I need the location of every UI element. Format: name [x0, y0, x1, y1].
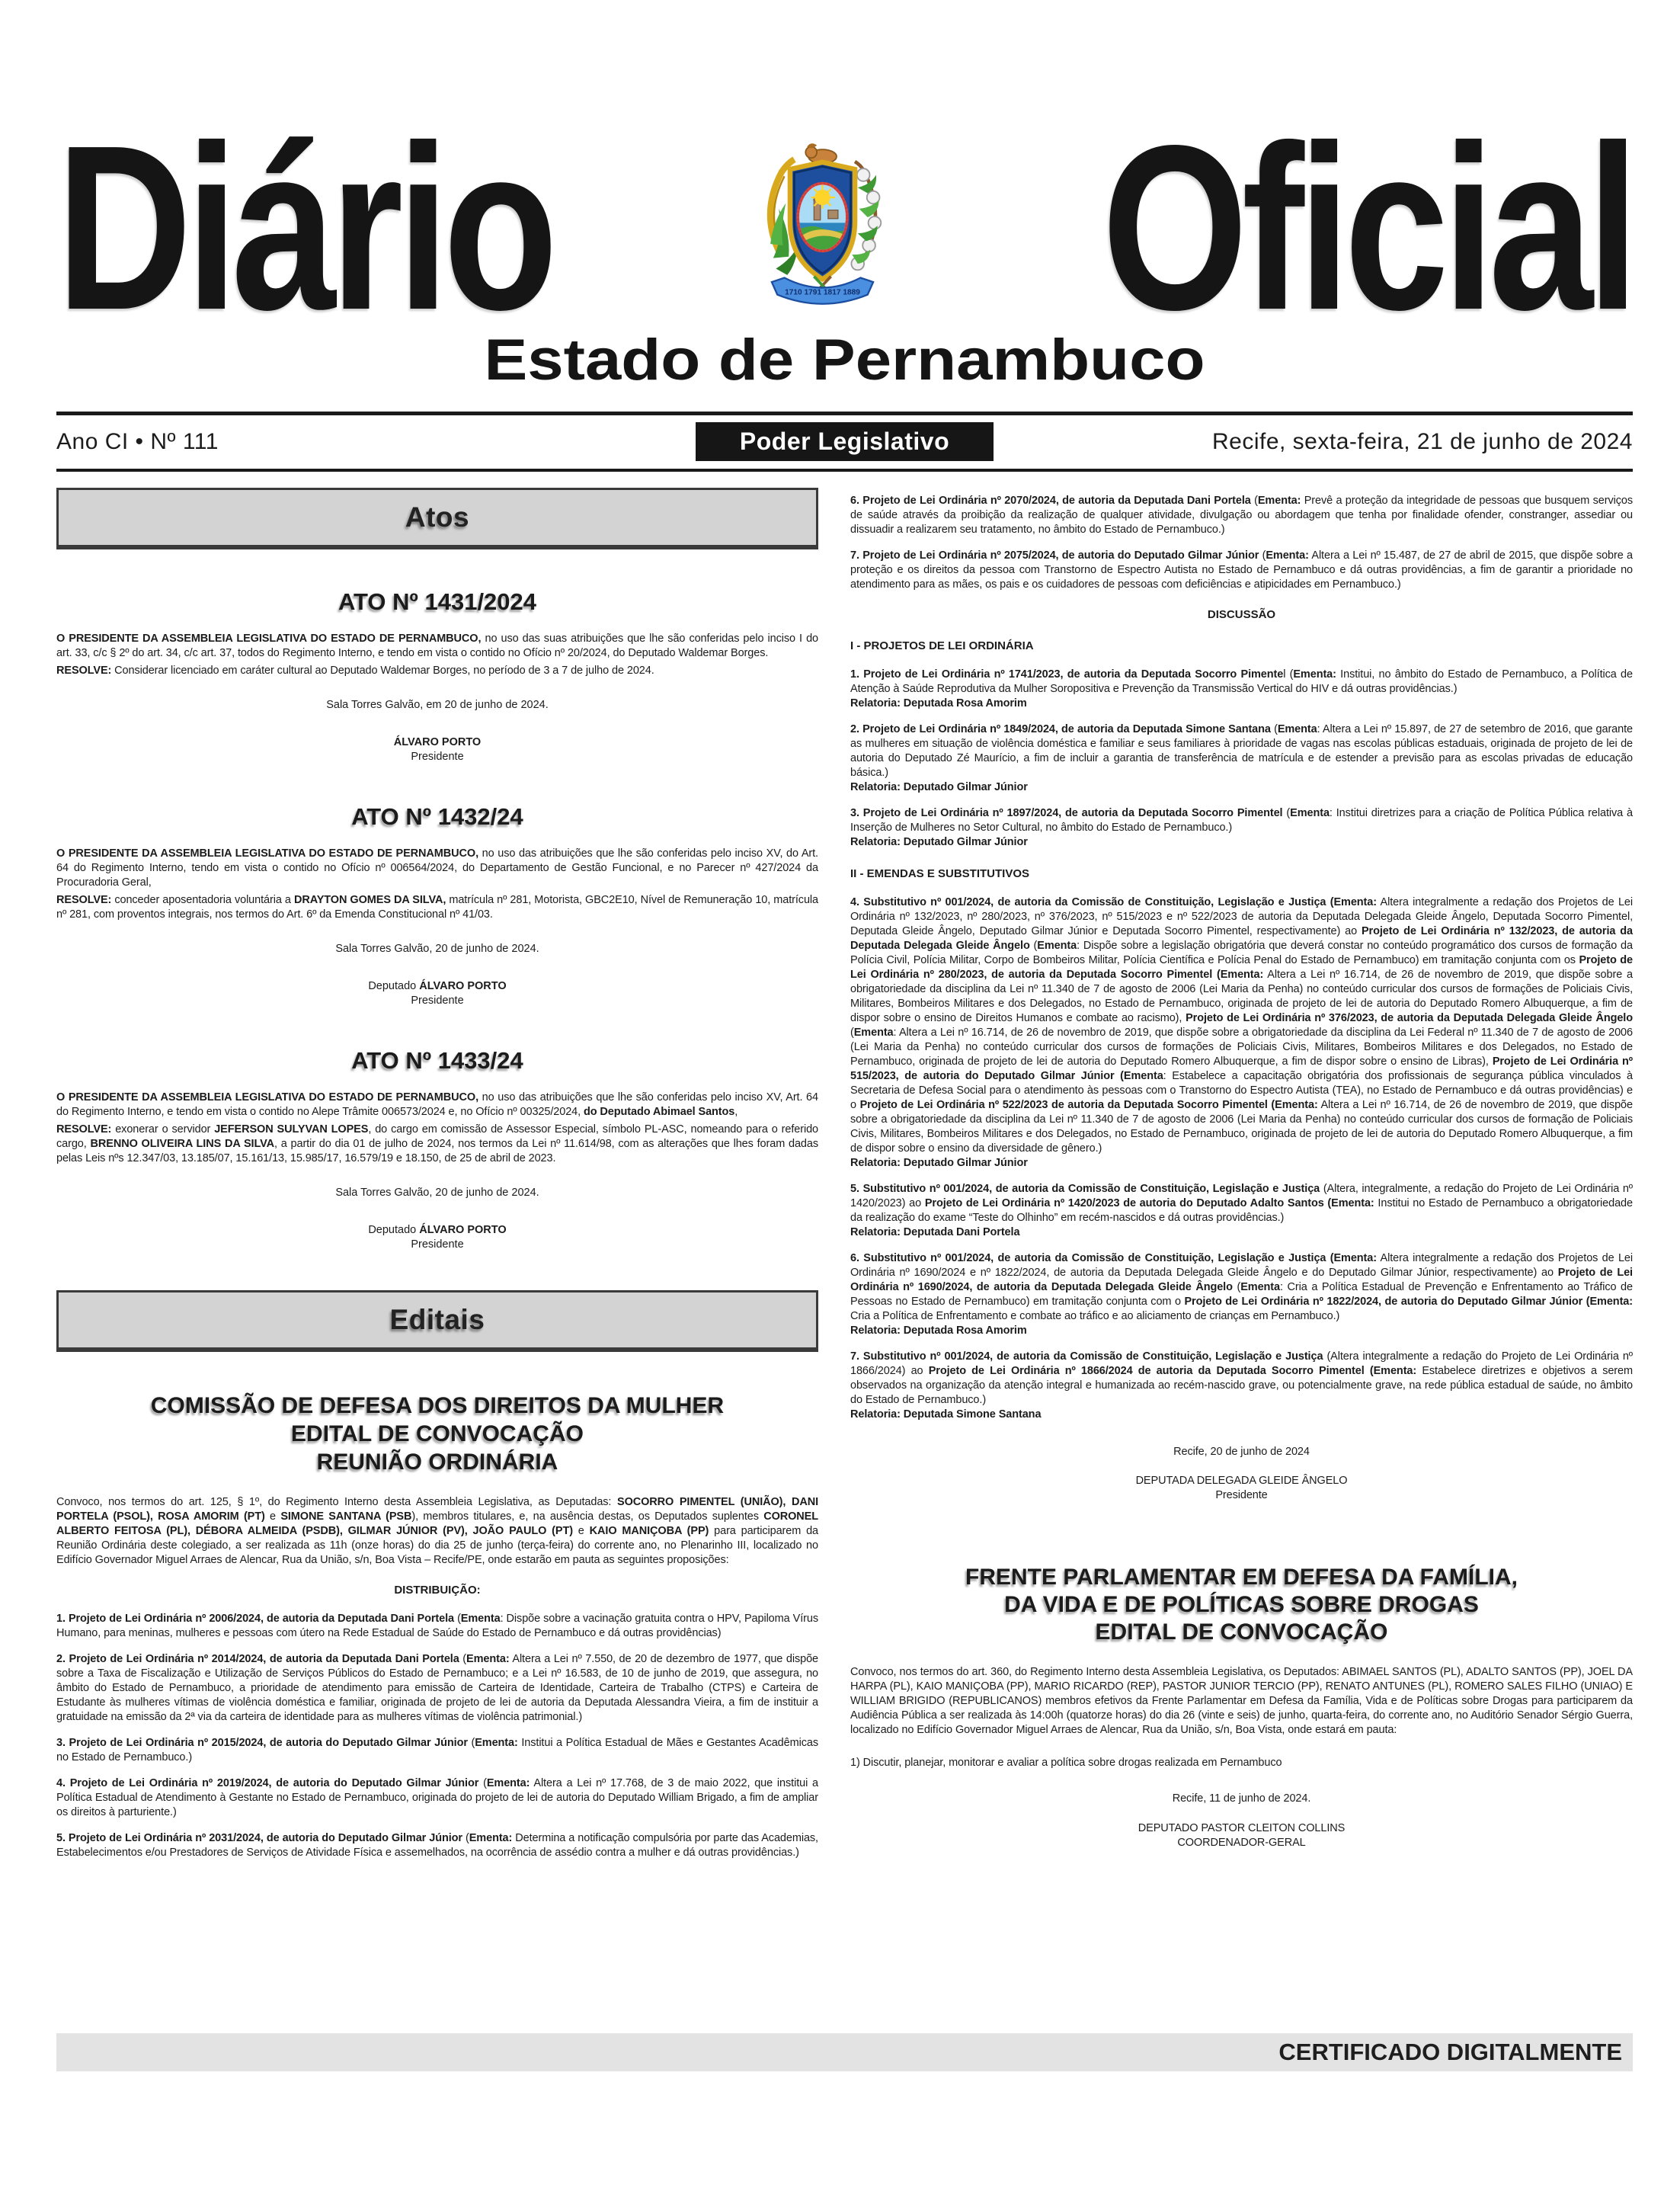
coat-of-arms-ribbon-dates: 1710 1791 1817 1889 [784, 288, 860, 297]
frente-convocation: Convoco, nos termos do art. 360, do Regimento Interno desta Assembleia Legislativa, os Deputados: ABIMAEL SANTOS (PL), ADALTO SANTOS (PP), JOEL DA HARPA (PL), KAIO MANIÇOBA (PP), MARIO RICARDO (REP), PASTOR JUNIOR TERCIO (PP), RENATO ANTUNES (PL), ROMERO SALES FILHO (UNIAO) E WILLIAM BRIGIDO (REPUBLICANOS) membros efetivos da Frente Parlamentar em Defesa da Família, Vida e de Políticas sobre Drogas para participarem da Audiência Pública a ser realizada às 14:00h (quatorze horas) do dia 26 (vinte e seis) de junho, quarta-feira, do corrente ano, no Auditório Senador Sérgio Guerra, localizado no Edifício Governador Miguel Arraes de Alencar, Rua da União, s/n, Boa Vista, onde estará em pauta: [850, 1665, 1633, 1736]
ato-place-date: Sala Torres Galvão, em 20 de junho de 2024. [326, 699, 549, 711]
distribution-item-7: 7. Projeto de Lei Ordinária nº 2075/2024, de autoria do Deputado Gilmar Júnior (Ementa: Altera a Lei nº 15.487, de 27 de abril de 2015, que dispõe sobre a proteção e os direitos da pessoa com Transtorno de Espectro Autista no Estado de Pernambuco e dá outras providências, a fim de garantir a prioridade no atendimento para as mães, os pais e os cuidadores de pessoas com deficiências e atipicidades em Pernambuco.) [850, 549, 1633, 591]
item-body: 5. Substitutivo nº 001/2024, de autoria da Comissão de Constituição, Legislação e Justiça (Altera, integralmente, a redação do Projeto de Lei Ordinária nº 1420/2023) ao Projeto de Lei Ordinária nº 1420/2023 de autoria do Deputado Adalto Santos (Ementa: Institui no Estado de Pernambuco a obrigatoriedade da realização do exame “Teste do Olhinho” em recém-nascidos e dá outras providências.) [850, 1183, 1633, 1224]
item-relatoria: Relatoria: Deputado Gilmar Júnior [850, 781, 1028, 793]
masthead-meta-row [56, 422, 1633, 460]
content-columns [56, 488, 1633, 1860]
distribution-item-5: 5. Projeto de Lei Ordinária nº 2031/2024, de autoria do Deputado Gilmar Júnior (Ementa: Determina a notificação compulsória por parte das Academias, Estabelecimentos e/ou Prestadores de Serviços de Atividade Física e assemelhados, na ocorrência de assédio contra a mulher e dá outras providências.) [56, 1831, 818, 1859]
masthead-title-right: Oficial [1101, 97, 1633, 360]
editais-section-title: Editais [389, 1304, 485, 1335]
frente-agenda-item: 1) Discutir, planejar, monitorar e avaliar a política sobre drogas realizada em Pernambuco [850, 1756, 1282, 1769]
discussion-item-2 [850, 722, 1633, 795]
frente-place-date: Recife, 11 de junho de 2024. [1172, 1792, 1311, 1805]
ato-signature-name: ÁLVARO PORTO [393, 736, 482, 748]
ato-paragraph: O PRESIDENTE DA ASSEMBLEIA LEGISLATIVA DO ESTADO DE PERNAMBUCO, no uso das atribuições que lhe são conferidas pelo inciso XV, Art. 64 do Regimento Interno, e tendo em vista o contido no Alepe Trâmite 006573/2024 e, no Ofício nº 00325/2024, do Deputado Abimael Santos, [56, 1091, 818, 1118]
ato-paragraph: RESOLVE: conceder aposentadoria voluntária a DRAYTON GOMES DA SILVA, matrícula nº 281, Motorista, GBC2E10, Nível de Remuneração 10, matrícula nº 281, com proventos integrais, nos termos do Art. 6º da Emenda Constitucional nº 41/03. [56, 894, 818, 921]
discussion-item-6 [850, 1251, 1633, 1338]
ato-1433 [56, 1048, 818, 1252]
discussion-item-3 [850, 806, 1633, 850]
item-body: 4. Substitutivo nº 001/2024, de autoria da Comissão de Constituição, Legislação e Justiça (Ementa: Altera integralmente a redação dos Projetos de Lei Ordinária nº 132/2023, nº 280/2023, nº 376/2023, nº 515/2023 e nº 522/2023 de autoria da Deputada Delegada Gleide Ângelo, Deputada Socorro Pimentel, Deputada Gleide Ângelo, Deputado Gilmar Júnior e Deputada Socorro Pimentel, respectivamente) ao Projeto de Lei Ordinária nº 132/2023, de autoria da Deputada Delegada Gleide Ângelo (Ementa: Dispõe sobre a legislação obrigatória que deverá constar no conteúdo programático dos cursos de formação da Polícia Civil, Polícia Militar, Corpo de Bombeiros Militar, Polícia Científica e Polícia Penal do Estado de Pernambuco) em tramitação conjunta com os Projeto de Lei Ordinária nº 280/2023, de autoria da Deputada Socorro Pimentel (Ementa: Altera a Lei nº 16.714, de 26 de novembro de 2019, que dispõe sobre a obrigatoriedade da disciplina da Lei nº 11.340 de 7 de agosto de 2006 (Lei Maria da Penha) no conteúdo curricular dos cursos de formações de Policiais Civis, Militares, Bombeiros Militares e dos Delegados, no Estado de Pernambuco, originada de projeto de lei de autoria do Deputado Romero Albuquerque, a fim de dispor sobre o ensino de Direitos Humanos e combate ao racismo), Projeto de Lei Ordinária nº 376/2023, de autoria da Deputada Delegada Gleide Ângelo (Ementa: Altera a Lei nº 16.714, de 26 de novembro de 2019, que dispõe sobre a obrigatoriedade da disciplina da Lei Federal nº 11.340 de 7 de agosto de 2006 (Lei Maria da Penha) no conteúdo curricular dos cursos de formações de Policiais Civis, Militares, Bombeiros Militares e dos Delegados, no Estado de Pernambuco, originada de projeto de lei de autoria do Deputado Romero Albuquerque, a fim de dispor sobre o ensino de Libras), Projeto de Lei Ordinária nº 515/2023, de autoria do Deputado Gilmar Júnior (Ementa: Estabelece a capacitação obrigatória dos profissionais de segurança pública vinculados à Secretaria de Defesa Social para o atendimento às pessoas com o Transtorno do Espectro Autista (TEA), no Estado de Pernambuco e dá outras providências) e o Projeto de Lei Ordinária nº 522/2023 de autoria da Deputada Socorro Pimentel (Ementa: Altera a Lei nº 16.714, de 26 de novembro de 2019, que dispõe sobre a obrigatoriedade da disciplina da Lei nº 11.340 de 7 de agosto de 2006 (Lei Maria da Penha) no conteúdo curricular dos cursos de formação de Policiais Civis, Militares, Bombeiros Militares e dos Delegados, no Estado de Pernambuco, originada de projeto de lei de autoria do Deputado Romero Albuquerque, a fim de dispor sobre o ensino da diversidade de gênero.) [850, 896, 1634, 1155]
ato-place-date: Sala Torres Galvão, 20 de junho de 2024. [335, 943, 539, 955]
edital-place-date: Recife, 20 de junho de 2024 [1173, 1446, 1310, 1458]
edition-label: Ano CI • Nº 111 [56, 428, 219, 454]
masthead [56, 49, 1633, 472]
editais-section-banner [56, 1290, 818, 1352]
ato-signature-name: Deputado ÁLVARO PORTO [368, 980, 507, 992]
ato-title: ATO Nº 1432/24 [351, 803, 523, 830]
ato-signature-role: Presidente [411, 995, 464, 1007]
ato-place-date: Sala Torres Galvão, 20 de junho de 2024. [335, 1187, 539, 1199]
discussion-item-1 [850, 668, 1633, 711]
ato-1431 [56, 589, 818, 764]
certified-band [56, 2033, 1633, 2071]
left-column [56, 488, 818, 1860]
item-body: 7. Substitutivo nº 001/2024, de autoria da Comissão de Constituição, Legislação e Justiça (Altera integralmente a redação do Projeto de Lei Ordinária nº 1866/2024) ao Projeto de Lei Ordinária nº 1866/2024 de autoria da Deputada Socorro Pimentel (Ementa: Estabelece diretrizes e objetivos a serem observados na organização da atenção integral e humanizada ao recém-nascido grave, ou potencialmente grave, na rede pública estadual de saúde, no âmbito do Estado de Pernambuco.) [850, 1350, 1633, 1406]
right-column [850, 488, 1633, 1850]
pernambuco-coat-of-arms-icon [752, 112, 893, 344]
edital-convocation: Convoco, nos termos do art. 125, § 1º, do Regimento Interno desta Assembleia Legislativa, as Deputadas: SOCORRO PIMENTEL (UNIÃO), DANI PORTELA (PSOL), ROSA AMORIM (PT) e SIMONE SANTANA (PSB), membros titulares, e, na ausência destas, os Deputados suplentes CORONEL ALBERTO FEITOSA (PL), DÉBORA ALMEIDA (PSDB), GILMAR JÚNIOR (PV), JOÃO PAULO (PT) e KAIO MANIÇOBA (PP) para participarem da Reunião Ordinária deste colegiado, a ser realizada as 11h (onze horas) do dia 25 de junho (terça-feira) do corrente ano, no Plenarinho III, localizado no Edifício Governador Miguel Arraes de Alencar, Rua da União, s/n, Boa Vista – Recife/PE, onde estarão em pauta as seguintes proposições: [56, 1495, 819, 1566]
ato-paragraph: RESOLVE: Considerar licenciado em caráter cultural ao Deputado Waldemar Borges, no período de 3 a 7 de julho de 2024. [56, 665, 654, 677]
item-body: 2. Projeto de Lei Ordinária nº 1849/2024, de autoria da Deputada Simone Santana (Ementa: Altera a Lei nº 15.897, de 27 de setembro de 2016, que garante as mulheres em situação de violência doméstica e familiar e seus familiares à prioridade de vagas nas escolas públicas estaduais, originada de projeto de lei de autoria do Deputado Zé Maurício, a fim de incluir a garantia de transferência de matrícula e de estender a previsão para as escolas privadas de educação básica.) [850, 723, 1634, 779]
atos-section-title: Atos [405, 501, 470, 533]
item-relatoria: Relatoria: Deputada Dani Portela [850, 1226, 1020, 1238]
masthead-rule-top [56, 412, 1633, 415]
edital-signature-name: DEPUTADA DELEGADA GLEIDE ÂNGELO [1135, 1475, 1348, 1487]
distribution-item-1: 1. Projeto de Lei Ordinária nº 2006/2024, de autoria da Deputada Dani Portela (Ementa: Dispõe sobre a vacinação gratuita contra o HPV, Papiloma Vírus Humano, para meninas, mulheres e pessoas com útero na Rede Estadual de Saúde do Estado de Pernambuco e dá outras providências) [56, 1612, 818, 1639]
discussion-label: DISCUSSÃO [1207, 608, 1276, 621]
distribution-item-4: 4. Projeto de Lei Ordinária nº 2019/2024, de autoria do Deputado Gilmar Júnior (Ementa: Altera a Lei nº 17.768, de 3 de maio 2022, que institui a Política Estadual de Atendimento à Gestante no Estado de Pernambuco, originada do projeto de lei de autoria do Deputado William Brigado, a fim de ampliar os direitos à parturiente.) [56, 1776, 818, 1818]
masthead-title-left: Diário [56, 97, 552, 360]
masthead-subtitle: Estado de Pernambuco [484, 328, 1205, 392]
masthead-rule-bottom [56, 469, 1633, 472]
ato-signature-name: Deputado ÁLVARO PORTO [368, 1224, 507, 1236]
discussion-item-5 [850, 1182, 1633, 1240]
item-body: 3. Projeto de Lei Ordinária nº 1897/2024, de autoria da Deputada Socorro Pimentel (Ementa: Institui diretrizes para a criação de Política Pública relativa à Inserção de Mulheres no Setor Cultural, no âmbito do Estado de Pernambuco.) [850, 807, 1633, 834]
frente-heading: FRENTE PARLAMENTAR EM DEFESA DA FAMÍLIA, DA VIDA E DE POLÍTICAS SOBRE DROGAS EDITAL DE CONVOCAÇÃO [965, 1565, 1518, 1645]
ato-paragraph: O PRESIDENTE DA ASSEMBLEIA LEGISLATIVA DO ESTADO DE PERNAMBUCO, no uso das atribuições que lhe são conferidas pelo inciso XV, do Art. 64 do Regimento Interno, tendo em vista o contido no Ofício nº 006564/2024, do Departamento de Gestão Funcional, e no Parecer nº 427/2024 da Procuradoria Geral, [56, 847, 818, 889]
edital-signature-role: Presidente [1215, 1489, 1268, 1501]
ato-signature-role: Presidente [411, 751, 464, 763]
ato-paragraph: RESOLVE: exonerar o servidor JEFERSON SULYVAN LOPES, do cargo em comissão de Assessor Especial, símbolo PL-ASC, nomeando para o referido cargo, BRENNO OLIVEIRA LINS DA SILVA, a partir do dia 01 de julho de 2024, nos termos da Lei nº 11.614/98, com as alterações que lhes foram dadas pelas Leis nºs 12.347/03, 13.185/07, 15.161/13, 15.985/17, 16.579/19 e 18.150, de 25 de abril de 2023. [56, 1123, 819, 1164]
section-1-label: I - PROJETOS DE LEI ORDINÁRIA [850, 639, 1034, 652]
ato-paragraph: O PRESIDENTE DA ASSEMBLEIA LEGISLATIVA DO ESTADO DE PERNAMBUCO, no uso das suas atribuições que lhe são conferidas pelo inciso I do art. 33, c/c § 2º do art. 34, c/c art. 37, todos do Regimento Interno, e tendo em vista o contido no Ofício nº 20/2024, do Deputado Waldemar Borges. [56, 633, 818, 659]
frente-signature-name: DEPUTADO PASTOR CLEITON COLLINS [1138, 1821, 1346, 1834]
item-body: 6. Substitutivo nº 001/2024, de autoria da Comissão de Constituição, Legislação e Justiça (Ementa: Altera integralmente a redação dos Projetos de Lei Ordinária nº 1690/2024 e nº 1822/2024, de autoria da Deputada Delegada Gleide Ângelo e do Deputado Gilmar Júnior, respectivamente) ao Projeto de Lei Ordinária nº 1690/2024, de autoria da Deputada Delegada Gleide Ângelo (Ementa: Cria a Política Estadual de Prevenção e Enfrentamento ao Tráfico de Pessoas no Estado de Pernambuco) em tramitação conjunta com o Projeto de Lei Ordinária nº 1822/2024, de autoria do Deputado Gilmar Júnior (Ementa: Cria a Política de Enfrentamento e combate ao tráfico e ao aliciamento de crianças em Pernambuco.) [850, 1252, 1634, 1322]
date-label: Recife, sexta-feira, 21 de junho de 2024 [1211, 428, 1633, 454]
frente-signature-role: COORDENADOR-GERAL [1177, 1836, 1306, 1849]
ato-signature-role: Presidente [411, 1238, 464, 1251]
distribution-item-2: 2. Projeto de Lei Ordinária nº 2014/2024, de autoria da Deputada Dani Portela (Ementa: Altera a Lei nº 7.550, de 20 de dezembro de 1977, que dispõe sobre a Taxa de Fiscalização e Utilização de Serviços Públicos do Estado de Pernambuco; e a Lei nº 16.583, de 10 de junho de 2019, que assegura, no âmbito do Estado de Pernambuco, a prioridade de atendimento para emissão de Carteira de Identidade, Carteira de Trabalho (CTPS) e Carteira de Estudante às mulheres vítimas de violência doméstica e familiar, originada de projeto de lei de autoria da Deputada Alessandra Vieira, a fim de instituir a gratuidade na emissão da 2ª via da carteira de identidade para as mulheres vítimas de violência patrimonial.) [56, 1652, 818, 1723]
item-relatoria: Relatoria: Deputada Simone Santana [850, 1408, 1042, 1421]
distribution-item-6: 6. Projeto de Lei Ordinária nº 2070/2024, de autoria da Deputada Dani Portela (Ementa: Prevê a proteção da integridade de pessoas que busquem serviços de saúde através da proibição da realização de qualquer atividade, divulgação ou abordagem que tenha por finalidade ofender, constranger, assediar ou dissuadir a realizarem seu tratamento, no âmbito do Estado de Pernambuco.) [850, 495, 1633, 536]
section-2-label: II - EMENDAS E SUBSTITUTIVOS [850, 867, 1030, 880]
item-relatoria: Relatoria: Deputada Rosa Amorim [850, 697, 1027, 710]
discussion-item-7 [850, 1350, 1633, 1422]
ato-title: ATO Nº 1431/2024 [338, 588, 537, 615]
distribution-label: DISTRIBUIÇÃO: [394, 1583, 481, 1597]
edital-heading: COMISSÃO DE DEFESA DOS DIREITOS DA MULHER EDITAL DE CONVOCAÇÃO REUNIÃO ORDINÁRIA [150, 1393, 725, 1475]
item-relatoria: Relatoria: Deputado Gilmar Júnior [850, 1157, 1028, 1169]
item-relatoria: Relatoria: Deputada Rosa Amorim [850, 1325, 1027, 1337]
atos-section-banner [56, 488, 818, 549]
certified-label: CERTIFICADO DIGITALMENTE [1278, 2039, 1622, 2065]
distribution-item-3: 3. Projeto de Lei Ordinária nº 2015/2024, de autoria do Deputado Gilmar Júnior (Ementa: Institui a Política Estadual de Mães e Gestantes Acadêmicas no Estado de Pernambuco.) [56, 1736, 818, 1763]
item-relatoria: Relatoria: Deputado Gilmar Júnior [850, 836, 1028, 848]
item-body: 1. Projeto de Lei Ordinária nº 1741/2023, de autoria da Deputada Socorro Pimentel (Ementa: Institui, no âmbito do Estado de Pernambuco, a Política de Atenção à Saúde Reprodutiva da Mulher Soropositiva e Prevenção da Transmissão Vertical do HIV e dá outras providências.) [850, 668, 1633, 695]
power-section-label: Poder Legislativo [696, 422, 994, 461]
ato-1432 [56, 804, 818, 1008]
discussion-item-4 [850, 895, 1633, 1171]
ato-title: ATO Nº 1433/24 [351, 1047, 523, 1074]
